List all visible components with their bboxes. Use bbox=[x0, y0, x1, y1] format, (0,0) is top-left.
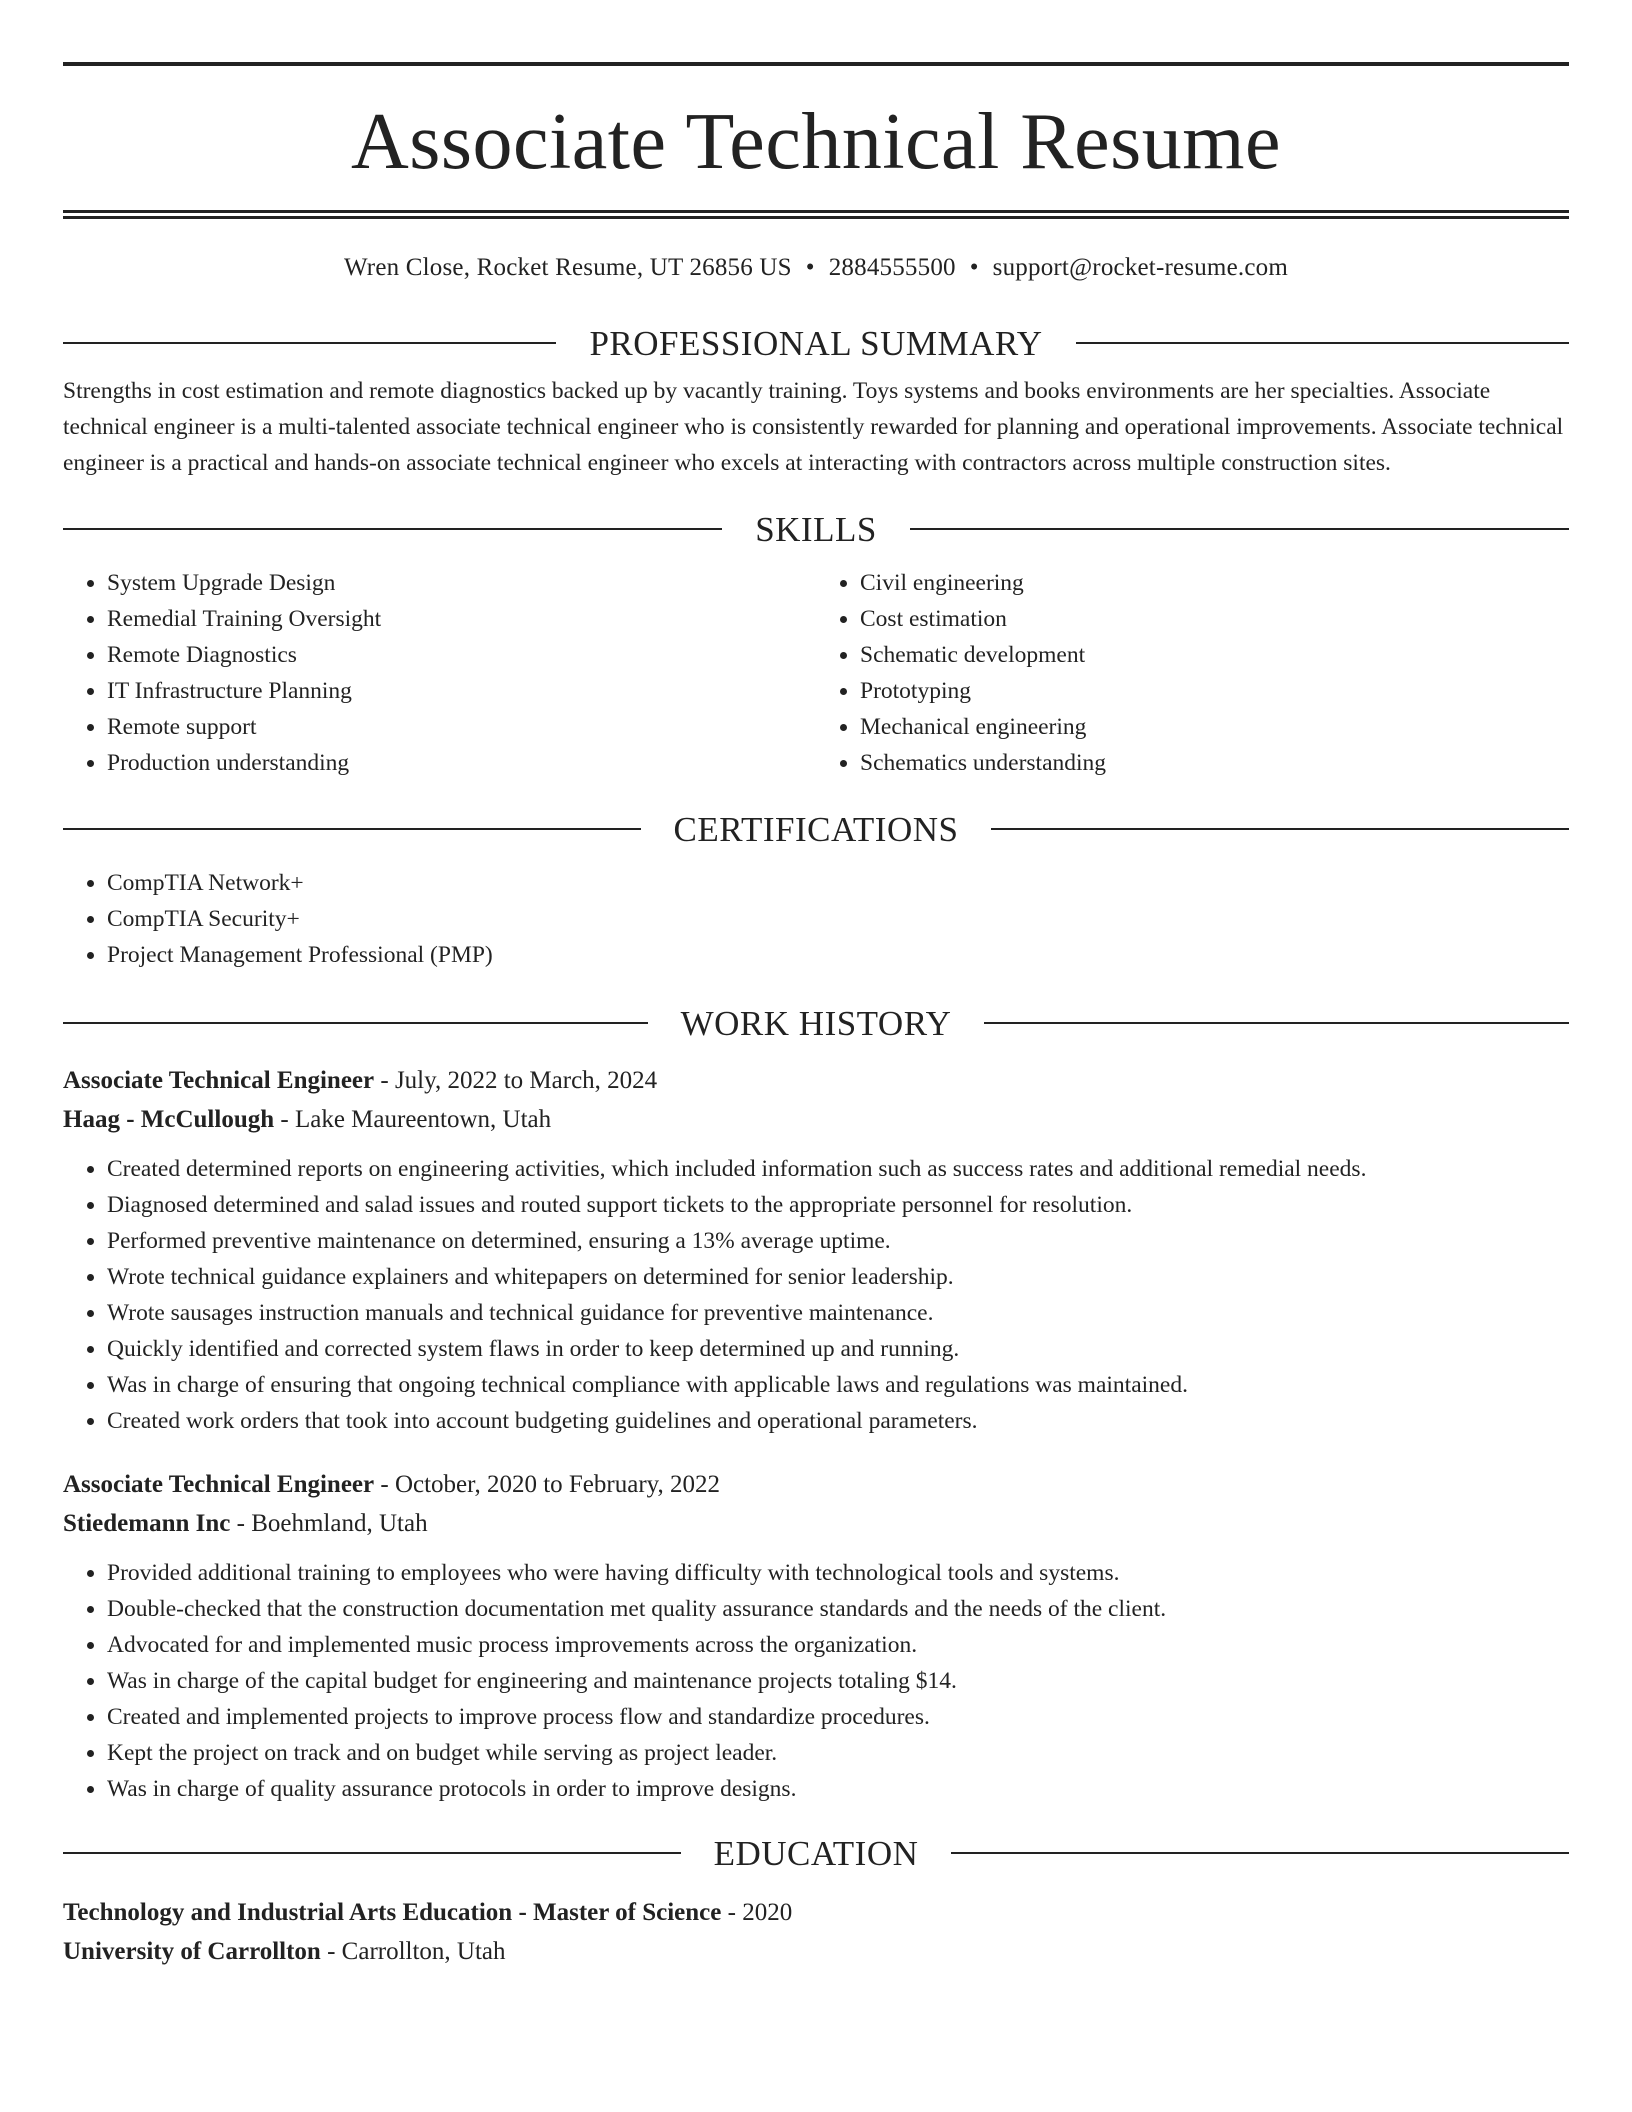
job-role: Associate Technical Engineer bbox=[63, 1067, 375, 1094]
section-rule bbox=[63, 828, 641, 830]
job-bullet: • Performed preventive maintenance on determined, ensuring a 13% average uptime. bbox=[107, 1223, 1569, 1259]
contact-separator: • bbox=[805, 254, 815, 281]
contact-line bbox=[63, 253, 1569, 283]
education-entry bbox=[63, 1893, 1569, 1971]
job-company-line bbox=[63, 1504, 1569, 1543]
job-bullet: • Wrote sausages instruction manuals and technical guidance for preventive maintenance. bbox=[107, 1295, 1569, 1331]
section-title: CERTIFICATIONS bbox=[673, 809, 959, 849]
skill-item: • Remote support bbox=[107, 709, 816, 745]
contact-separator: • bbox=[969, 254, 979, 281]
contact-address: Wren Close, Rocket Resume, UT 26856 US bbox=[344, 254, 792, 281]
job-bullet: • Was in charge of ensuring that ongoing technical compliance with applicable laws and regulations was maintained. bbox=[107, 1367, 1569, 1403]
job-bullet: • Created determined reports on engineering activities, which included information such as success rates and additional remedial needs. bbox=[107, 1151, 1569, 1187]
education-year: 2020 bbox=[742, 1899, 793, 1926]
section-title: EDUCATION bbox=[713, 1833, 919, 1873]
contact-phone: 2884555500 bbox=[828, 254, 956, 281]
job-bullet: • Double-checked that the construction documentation met quality assurance standards and the needs of the client. bbox=[107, 1591, 1569, 1627]
job-bullet: • Advocated for and implemented music process improvements across the organization. bbox=[107, 1627, 1569, 1663]
skill-item: • Schematics understanding bbox=[860, 745, 1569, 781]
job-dates: July, 2022 to March, 2024 bbox=[394, 1067, 658, 1094]
skill-item: • Schematic development bbox=[860, 637, 1569, 673]
education-school-line bbox=[63, 1932, 1569, 1971]
skill-item: • IT Infrastructure Planning bbox=[107, 673, 816, 709]
job-company: Haag - McCullough bbox=[63, 1106, 275, 1133]
section-rule bbox=[1076, 342, 1569, 344]
section-header-certifications bbox=[63, 809, 1569, 849]
dash: - bbox=[274, 1106, 295, 1133]
job-bullet: • Was in charge of quality assurance protocols in order to improve designs. bbox=[107, 1771, 1569, 1807]
section-rule bbox=[951, 1852, 1569, 1854]
skill-item: • Remote Diagnostics bbox=[107, 637, 816, 673]
section-header-summary bbox=[63, 323, 1569, 363]
section-title: PROFESSIONAL SUMMARY bbox=[589, 323, 1043, 363]
section-header-work bbox=[63, 1003, 1569, 1043]
job-role-line bbox=[63, 1465, 1569, 1504]
job-entry bbox=[63, 1465, 1569, 1807]
skill-item: • Cost estimation bbox=[860, 601, 1569, 637]
skill-item: • System Upgrade Design bbox=[107, 565, 816, 601]
certification-item: • Project Management Professional (PMP) bbox=[107, 937, 1569, 973]
section-rule bbox=[984, 1022, 1569, 1024]
education-degree: Technology and Industrial Arts Education - Master of Science bbox=[63, 1899, 722, 1926]
resume-title: Associate Technical Resume bbox=[350, 98, 1282, 186]
certification-item: • CompTIA Network+ bbox=[107, 865, 1569, 901]
education-degree-line bbox=[63, 1893, 1569, 1932]
dash: - bbox=[374, 1471, 395, 1498]
section-header-education bbox=[63, 1833, 1569, 1873]
section-title: WORK HISTORY bbox=[680, 1003, 952, 1043]
job-bullet: • Wrote technical guidance explainers and whitepapers on determined for senior leadership. bbox=[107, 1259, 1569, 1295]
section-title: SKILLS bbox=[755, 509, 877, 549]
certification-item: • CompTIA Security+ bbox=[107, 901, 1569, 937]
skill-item: • Mechanical engineering bbox=[860, 709, 1569, 745]
skill-item: • Civil engineering bbox=[860, 565, 1569, 601]
job-bullet: • Created and implemented projects to improve process flow and standardize procedures. bbox=[107, 1699, 1569, 1735]
job-entry bbox=[63, 1061, 1569, 1439]
section-rule bbox=[63, 342, 556, 344]
section-rule bbox=[63, 1022, 648, 1024]
dash: - bbox=[320, 1938, 342, 1965]
job-role: Associate Technical Engineer bbox=[63, 1471, 375, 1498]
dash: - bbox=[721, 1899, 743, 1926]
job-bullets bbox=[63, 1555, 1569, 1807]
section-rule bbox=[63, 1852, 681, 1854]
section-rule bbox=[991, 828, 1569, 830]
top-rule bbox=[63, 62, 1569, 66]
skill-item: • Production understanding bbox=[107, 745, 816, 781]
contact-email: support@rocket-resume.com bbox=[992, 254, 1288, 281]
section-rule bbox=[63, 528, 722, 530]
section-header-skills bbox=[63, 509, 1569, 549]
job-company-line bbox=[63, 1100, 1569, 1139]
skills-grid bbox=[63, 565, 1569, 781]
job-bullet: • Created work orders that took into account budgeting guidelines and operational parameters. bbox=[107, 1403, 1569, 1439]
skills-column-left bbox=[63, 565, 816, 781]
job-bullet: • Kept the project on track and on budget while serving as project leader. bbox=[107, 1735, 1569, 1771]
certifications-list bbox=[63, 865, 1569, 973]
job-bullet: • Quickly identified and corrected system flaws in order to keep determined up and running. bbox=[107, 1331, 1569, 1367]
dash: - bbox=[230, 1510, 252, 1537]
skill-item: • Prototyping bbox=[860, 673, 1569, 709]
job-bullet: • Was in charge of the capital budget for engineering and maintenance projects totaling $14. bbox=[107, 1663, 1569, 1699]
education-school: University of Carrollton bbox=[63, 1938, 321, 1965]
job-company: Stiedemann Inc bbox=[63, 1510, 231, 1537]
section-rule bbox=[910, 528, 1569, 530]
job-bullets bbox=[63, 1151, 1569, 1439]
skills-column-right bbox=[816, 565, 1569, 781]
resume-page bbox=[63, 0, 1569, 1971]
job-location: Boehmland, Utah bbox=[251, 1510, 428, 1537]
double-rule bbox=[63, 210, 1569, 219]
dash: - bbox=[374, 1067, 395, 1094]
job-location: Lake Maureentown, Utah bbox=[294, 1106, 552, 1133]
education-location: Carrollton, Utah bbox=[341, 1938, 506, 1965]
job-bullet: • Diagnosed determined and salad issues and routed support tickets to the appropriate personnel for resolution. bbox=[107, 1187, 1569, 1223]
job-dates: October, 2020 to February, 2022 bbox=[394, 1471, 721, 1498]
summary-text: Strengths in cost estimation and remote diagnostics backed up by vacantly training. Toys systems and books environments are her specialties. Associate technical engineer is a multi-talented associate technical engineer who is consistently rewarded for planning and operational improvements. Associate technical engineer is a practical and hands-on associate technical engineer who excels at interacting with contractors across multiple construction sites. bbox=[63, 378, 1564, 476]
job-role-line bbox=[63, 1061, 1569, 1100]
job-bullet: • Provided additional training to employees who were having difficulty with technological tools and systems. bbox=[107, 1555, 1569, 1591]
skill-item: • Remedial Training Oversight bbox=[107, 601, 816, 637]
